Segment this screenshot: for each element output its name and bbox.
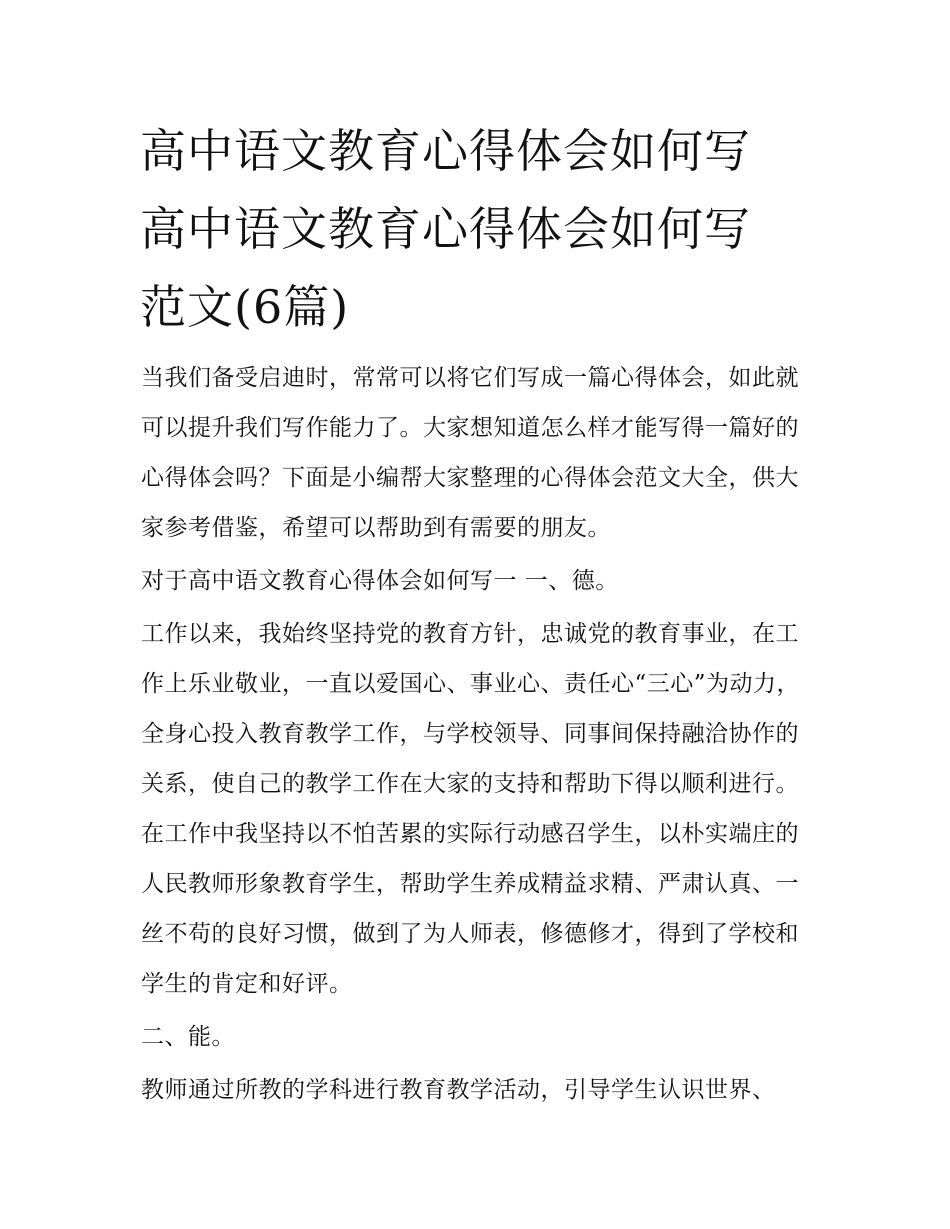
section-heading-de: 对于高中语文教育心得体会如何写一 一、德。 — [141, 568, 619, 594]
body-paragraph-neng: 教师通过所教的学科进行教育教学活动，引导学生认识世界、 — [141, 1077, 776, 1103]
document-title — [140, 112, 840, 346]
body-paragraph-de: 工作以来，我始终坚持党的教育方针，忠诚党的教育事业，在工作上乐业敬业，一直以爱国心、事业心、责任心“三心”为动力，全身心投入教育教学工作，与学校领导、同事间保持融洽协作的关系，使自己的教学工作在大家的支持和帮助下得以顺利进行。在工作中我坚持以不怕苦累的实际行动感召学生，以朴实端庄的人民教师形象教育学生，帮助学生养成精益求精、严肃认真、一丝不苟的良好习惯，做到了为人师表，修德修才，得到了学校和学生的肯定和好评。 — [141, 621, 801, 997]
title-line-3: 范文(6篇) — [140, 280, 350, 334]
document-body — [141, 353, 821, 1118]
intro-paragraph: 当我们备受启迪时，常常可以将它们写成一篇心得体会，如此就可以提升我们写作能力了。大家想知道怎么样才能写得一篇好的心得体会吗？下面是小编帮大家整理的心得体会范文大全，供大家参考借鉴，希望可以帮助到有需要的朋友。 — [141, 365, 799, 541]
title-line-1: 高中语文教育心得体会如何写 — [140, 124, 751, 178]
section-heading-neng: 二、能。 — [141, 1024, 235, 1050]
title-line-2: 高中语文教育心得体会如何写 — [140, 202, 751, 256]
